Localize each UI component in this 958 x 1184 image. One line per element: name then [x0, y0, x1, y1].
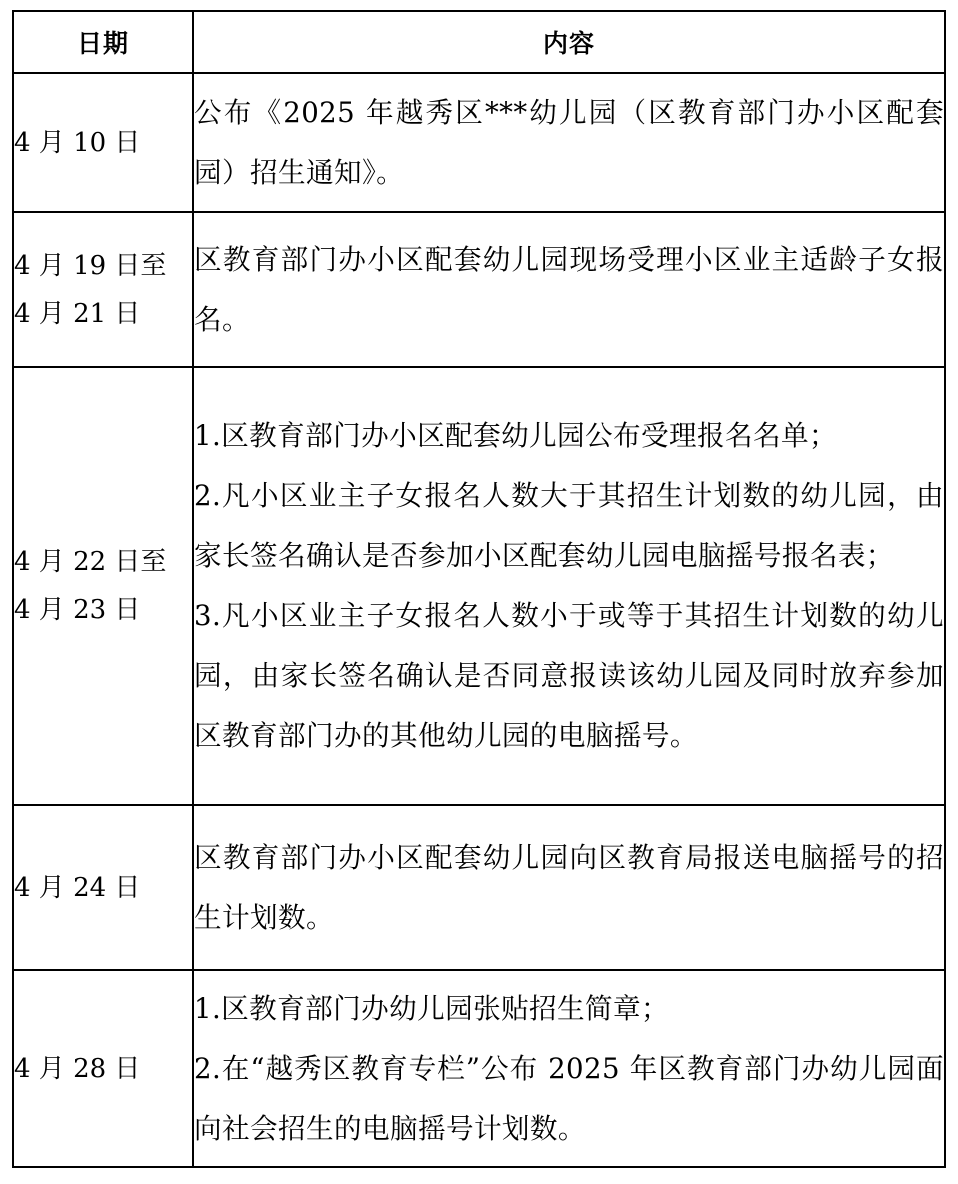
table-row [13, 73, 945, 212]
content-line: 3.凡小区业主子女报名人数小于或等于其招生计划数的幼儿园，由家长签名确认是否同意报读该幼儿园及同时放弃参加区教育部门办的其他幼儿园的电脑摇号。 [194, 599, 944, 752]
content-cell [193, 970, 945, 1167]
header-content: 内容 [193, 11, 945, 73]
content-line: 2.在“越秀区教育专栏”公布 2025 年区教育部门办幼儿园面向社会招生的电脑摇号计划数。 [194, 1051, 944, 1145]
content-cell [193, 212, 945, 367]
date-cell: 4 月 22 日至 4 月 23 日 [13, 367, 193, 805]
date-cell: 4 月 28 日 [13, 970, 193, 1167]
date-cell: 4 月 10 日 [13, 73, 193, 212]
header-date: 日期 [13, 11, 193, 73]
date-cell: 4 月 19 日至 4 月 21 日 [13, 212, 193, 367]
header-row [13, 11, 945, 73]
content-line: 2.凡小区业主子女报名人数大于其招生计划数的幼儿园，由家长签名确认是否参加小区配套幼儿园电脑摇号报名表； [194, 479, 944, 572]
content-line: 1.区教育部门办幼儿园张贴招生简章； [194, 991, 670, 1025]
content-line: 区教育部门办小区配套幼儿园现场受理小区业主适龄子女报名。 [194, 242, 944, 336]
content-cell [193, 73, 945, 212]
content-line: 1.区教育部门办小区配套幼儿园公布受理报名名单； [194, 419, 837, 452]
table-row [13, 367, 945, 805]
content-cell [193, 805, 945, 970]
content-line: 区教育部门办小区配套幼儿园向区教育局报送电脑摇号的招生计划数。 [194, 840, 944, 934]
table-row [13, 970, 945, 1167]
content-line: 公布《2025 年越秀区***幼儿园（区教育部门办小区配套园）招生通知》。 [194, 95, 944, 189]
table-row [13, 212, 945, 367]
table-row [13, 805, 945, 970]
date-cell: 4 月 24 日 [13, 805, 193, 970]
enrollment-schedule-table [12, 10, 946, 1168]
content-cell [193, 367, 945, 805]
